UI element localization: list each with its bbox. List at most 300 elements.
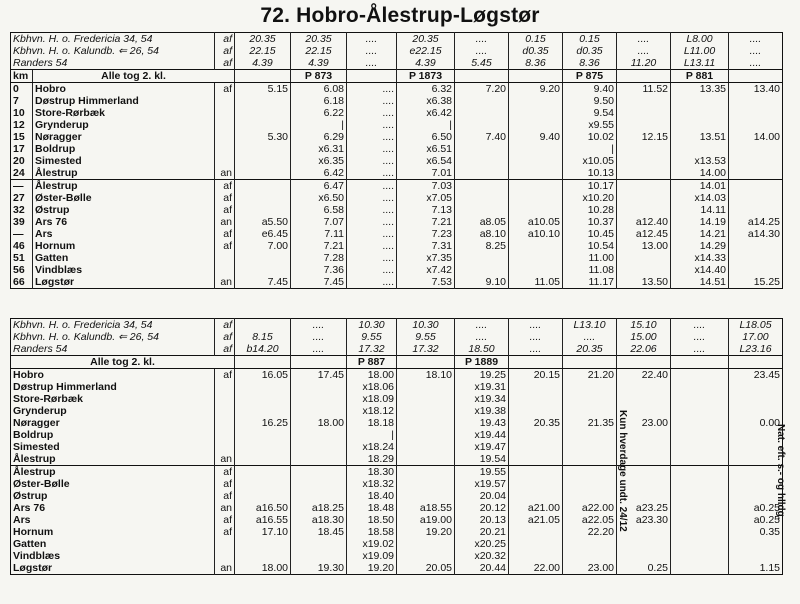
station-row (11, 276, 783, 289)
time-cell (729, 204, 783, 216)
time-cell: a8.10 (455, 228, 509, 240)
time-cell: .... (455, 319, 509, 332)
time-cell (563, 490, 617, 502)
time-cell: 18.50 (455, 343, 509, 356)
km-value: 7 (13, 95, 19, 107)
time-cell (729, 143, 783, 155)
time-cell: .... (729, 33, 783, 46)
af-an-marker (215, 441, 235, 453)
time-cell: .... (347, 119, 397, 131)
km-value: 32 (13, 204, 25, 216)
time-cell: 7.00 (235, 240, 291, 252)
time-cell: 22.40 (617, 369, 671, 382)
time-cell: .... (509, 343, 563, 356)
time-cell (455, 180, 509, 193)
time-cell (729, 180, 783, 193)
time-cell (671, 393, 729, 405)
time-cell: 14.01 (671, 180, 729, 193)
connection-label: Kbhvn. H. o. Fredericia 34, 54 (13, 33, 153, 45)
time-cell: 7.23 (397, 228, 455, 240)
station-name: Hobro (13, 369, 44, 381)
train-number (729, 70, 783, 83)
time-cell (235, 538, 291, 550)
station-row (11, 167, 783, 180)
time-cell (509, 107, 563, 119)
time-cell (235, 119, 291, 131)
time-cell: x14.40 (671, 264, 729, 276)
time-cell (729, 95, 783, 107)
time-cell (455, 167, 509, 180)
time-cell (509, 538, 563, 550)
station-name: Hobro (33, 83, 215, 96)
af-an-marker: af (215, 319, 235, 332)
time-cell: a22.05 (563, 514, 617, 526)
time-cell: 0.00 (729, 417, 783, 429)
time-cell: .... (347, 228, 397, 240)
time-cell: .... (509, 331, 563, 343)
time-cell: 6.22 (291, 107, 347, 119)
time-cell: 17.00 (729, 331, 783, 343)
time-cell: d0.35 (563, 45, 617, 57)
time-cell: 15.25 (729, 276, 783, 289)
night-note: Nat. eft. s.- og hlldg. (775, 424, 786, 520)
time-cell (671, 143, 729, 155)
time-cell (235, 381, 291, 393)
connection-row (11, 57, 783, 70)
time-cell: x10.20 (563, 192, 617, 204)
time-cell: 20.35 (235, 33, 291, 46)
time-cell: 7.40 (455, 131, 509, 143)
time-cell (563, 441, 617, 453)
time-cell: x20.32 (455, 550, 509, 562)
time-cell: 10.37 (563, 216, 617, 228)
time-cell (729, 252, 783, 264)
af-an-marker (215, 538, 235, 550)
time-cell: 19.25 (455, 369, 509, 382)
train-number (729, 356, 783, 369)
time-cell (563, 429, 617, 441)
time-cell: .... (347, 192, 397, 204)
time-cell: x18.32 (347, 478, 397, 490)
time-cell (291, 478, 347, 490)
time-cell: 22.00 (509, 562, 563, 575)
time-cell (729, 167, 783, 180)
time-cell: a21.00 (509, 502, 563, 514)
time-cell (671, 441, 729, 453)
time-cell: a21.05 (509, 514, 563, 526)
time-cell: 20.15 (509, 369, 563, 382)
af-an-marker (215, 550, 235, 562)
time-cell (671, 417, 729, 429)
timetable-lower (10, 318, 783, 575)
time-cell (509, 119, 563, 131)
time-cell: 9.54 (563, 107, 617, 119)
station-name: Ars (33, 228, 215, 240)
time-cell (397, 550, 455, 562)
time-cell (509, 264, 563, 276)
time-cell (291, 490, 347, 502)
km-value: 56 (13, 264, 25, 276)
time-cell (235, 405, 291, 417)
time-cell: 9.10 (455, 276, 509, 289)
time-cell: 13.40 (729, 83, 783, 96)
time-cell: 7.21 (291, 240, 347, 252)
time-cell: 6.42 (291, 167, 347, 180)
time-cell: 4.39 (291, 57, 347, 70)
time-cell: x13.53 (671, 155, 729, 167)
time-cell: 19.43 (455, 417, 509, 429)
af-an-marker: af (215, 204, 235, 216)
station-name: Løgstør (33, 276, 215, 289)
time-cell: L13.11 (671, 57, 729, 70)
time-cell: a18.55 (397, 502, 455, 514)
time-cell: a5.50 (235, 216, 291, 228)
time-cell: 8.36 (509, 57, 563, 70)
time-cell (455, 95, 509, 107)
time-cell: 10.13 (563, 167, 617, 180)
time-cell (617, 95, 671, 107)
time-cell (235, 466, 291, 479)
time-cell (509, 155, 563, 167)
station-row (11, 429, 783, 441)
time-cell: b14.20 (235, 343, 291, 356)
km-value: — (11, 180, 33, 193)
time-cell (235, 252, 291, 264)
train-number: P 887 (347, 356, 397, 369)
time-cell: | (563, 143, 617, 155)
time-cell (509, 429, 563, 441)
connection-label: Randers 54 (13, 57, 68, 69)
time-cell (509, 252, 563, 264)
time-cell: 20.35 (509, 417, 563, 429)
time-cell: 16.05 (235, 369, 291, 382)
af-an-marker: af (215, 180, 235, 193)
af-an-marker: af (215, 478, 235, 490)
station-name: Hornum (13, 526, 54, 538)
time-cell (617, 252, 671, 264)
time-cell: .... (617, 33, 671, 46)
af-an-marker (215, 405, 235, 417)
time-cell: .... (347, 57, 397, 70)
time-cell (235, 143, 291, 155)
time-cell (671, 466, 729, 479)
af-an-marker (215, 131, 235, 143)
time-cell: 7.45 (235, 276, 291, 289)
time-cell: a23.30 (617, 514, 671, 526)
time-cell: 19.30 (291, 562, 347, 575)
time-cell: x20.25 (455, 538, 509, 550)
header-row (11, 356, 783, 369)
time-cell (455, 155, 509, 167)
time-cell: .... (347, 95, 397, 107)
train-number (563, 356, 617, 369)
time-cell: x7.35 (397, 252, 455, 264)
time-cell: .... (291, 343, 347, 356)
time-cell: 5.30 (235, 131, 291, 143)
station-name: Døstrup Himmerland (33, 95, 215, 107)
station-name: Store-Rørbæk (33, 107, 215, 119)
time-cell: x19.38 (455, 405, 509, 417)
af-an-marker: af (215, 57, 235, 70)
time-cell (563, 453, 617, 466)
time-cell (509, 453, 563, 466)
connection-label: Kbhvn. H. o. Fredericia 34, 54 (13, 319, 153, 331)
time-cell: 18.48 (347, 502, 397, 514)
time-cell (729, 550, 783, 562)
km-value: 17 (13, 143, 25, 155)
time-cell: 7.45 (291, 276, 347, 289)
af-an-marker: af (215, 490, 235, 502)
time-cell: .... (347, 216, 397, 228)
time-cell: 18.00 (291, 417, 347, 429)
time-cell (671, 95, 729, 107)
time-cell: .... (347, 180, 397, 193)
time-cell (617, 155, 671, 167)
af-an-marker (215, 95, 235, 107)
class-label: Alle tog 2. kl. (11, 356, 235, 369)
af-an-marker: an (215, 453, 235, 466)
time-cell: 13.51 (671, 131, 729, 143)
train-number: P 873 (291, 70, 347, 83)
station-name: Boldrup (13, 429, 54, 441)
time-cell: 9.50 (563, 95, 617, 107)
time-cell: a18.25 (291, 502, 347, 514)
time-cell: .... (455, 33, 509, 46)
time-cell: .... (347, 204, 397, 216)
header-row (11, 70, 783, 83)
af-an-marker (215, 252, 235, 264)
time-cell (729, 192, 783, 204)
connection-label: Kbhvn. H. o. Kalundb. ⇐ 26, 54 (13, 45, 159, 57)
station-row (11, 180, 783, 193)
time-cell: .... (291, 331, 347, 343)
time-cell: 18.00 (347, 369, 397, 382)
time-cell: 9.55 (397, 331, 455, 343)
station-name: Simested (13, 441, 60, 453)
station-row (11, 107, 783, 119)
station-row (11, 192, 783, 204)
time-cell (235, 204, 291, 216)
time-cell (509, 143, 563, 155)
km-header: km (11, 70, 33, 83)
time-cell: 10.30 (347, 319, 397, 332)
time-cell: 7.07 (291, 216, 347, 228)
time-cell: 6.08 (291, 83, 347, 96)
time-cell (235, 319, 291, 332)
time-cell: 22.20 (563, 526, 617, 538)
station-name: Nøragger (33, 131, 215, 143)
time-cell: 6.47 (291, 180, 347, 193)
time-cell: 22.06 (617, 343, 671, 356)
time-cell (397, 478, 455, 490)
time-cell (563, 393, 617, 405)
time-cell: 7.01 (397, 167, 455, 180)
time-cell (729, 393, 783, 405)
time-cell: 8.15 (235, 331, 291, 343)
time-cell: 22.15 (291, 45, 347, 57)
station-name: Vindblæs (13, 550, 61, 562)
time-cell: .... (347, 240, 397, 252)
time-cell: .... (347, 33, 397, 46)
time-cell: 7.21 (397, 216, 455, 228)
km-value: 20 (13, 155, 25, 167)
train-number: P 1873 (397, 70, 455, 83)
station-row (11, 526, 783, 538)
time-cell: .... (347, 143, 397, 155)
time-cell: 5.15 (235, 83, 291, 96)
time-cell: a16.55 (235, 514, 291, 526)
time-cell: 11.52 (617, 83, 671, 96)
time-cell (235, 441, 291, 453)
time-cell (397, 429, 455, 441)
time-cell: x6.38 (397, 95, 455, 107)
station-name: Øster-Bølle (13, 478, 70, 490)
time-cell (291, 466, 347, 479)
time-cell (509, 550, 563, 562)
time-cell: 11.17 (563, 276, 617, 289)
time-cell (563, 381, 617, 393)
train-number: P 1889 (455, 356, 509, 369)
time-cell (509, 180, 563, 193)
af-an-marker (215, 119, 235, 131)
af-an-marker (215, 264, 235, 276)
time-cell: 23.00 (617, 417, 671, 429)
time-cell: .... (347, 83, 397, 96)
af-an-marker (215, 155, 235, 167)
time-cell (509, 466, 563, 479)
time-cell: a0.25 (729, 514, 783, 526)
time-cell: 7.31 (397, 240, 455, 252)
time-cell (509, 240, 563, 252)
time-cell (235, 264, 291, 276)
time-cell: 22.15 (235, 45, 291, 57)
time-cell (235, 490, 291, 502)
station-row (11, 216, 783, 228)
time-cell (235, 550, 291, 562)
station-row (11, 95, 783, 107)
time-cell: | (291, 119, 347, 131)
time-cell (455, 143, 509, 155)
time-cell: 17.45 (291, 369, 347, 382)
time-cell (291, 538, 347, 550)
time-cell (455, 107, 509, 119)
time-cell: 7.53 (397, 276, 455, 289)
train-number: P 875 (563, 70, 617, 83)
time-cell (671, 538, 729, 550)
station-name: Boldrup (33, 143, 215, 155)
station-row (11, 264, 783, 276)
time-cell (455, 264, 509, 276)
time-cell (671, 550, 729, 562)
time-cell (729, 381, 783, 393)
time-cell (397, 381, 455, 393)
train-number (617, 356, 671, 369)
time-cell (729, 107, 783, 119)
af-an-marker: af (215, 33, 235, 46)
train-number (671, 356, 729, 369)
time-cell: 18.29 (347, 453, 397, 466)
time-cell (671, 502, 729, 514)
time-cell: x18.12 (347, 405, 397, 417)
time-cell: x14.03 (671, 192, 729, 204)
time-cell (235, 180, 291, 193)
time-cell (617, 107, 671, 119)
time-cell: 0.35 (729, 526, 783, 538)
time-cell: a12.40 (617, 216, 671, 228)
time-cell: x6.51 (397, 143, 455, 155)
station-row (11, 119, 783, 131)
time-cell: x19.57 (455, 478, 509, 490)
time-cell: 10.17 (563, 180, 617, 193)
time-cell (617, 393, 671, 405)
time-cell (563, 466, 617, 479)
time-cell: 20.04 (455, 490, 509, 502)
time-cell (617, 143, 671, 155)
af-an-marker: an (215, 502, 235, 514)
time-cell: .... (347, 167, 397, 180)
time-cell: 15.10 (617, 319, 671, 332)
time-cell: 14.11 (671, 204, 729, 216)
time-cell: 19.20 (347, 562, 397, 575)
time-cell: a16.50 (235, 502, 291, 514)
time-cell: 6.32 (397, 83, 455, 96)
page-title: 72. Hobro-Ålestrup-Løgstør (260, 4, 540, 27)
time-cell (509, 381, 563, 393)
time-cell: 5.45 (455, 57, 509, 70)
station-row (11, 478, 783, 490)
time-cell: e22.15 (397, 45, 455, 57)
af-an-marker (215, 381, 235, 393)
af-an-marker: af (215, 45, 235, 57)
time-cell (291, 453, 347, 466)
time-cell: 20.13 (455, 514, 509, 526)
time-cell: x7.42 (397, 264, 455, 276)
time-cell (235, 478, 291, 490)
time-cell: 4.39 (235, 57, 291, 70)
train-number (347, 70, 397, 83)
time-cell: .... (347, 131, 397, 143)
time-cell (509, 204, 563, 216)
station-name: Vindblæs (33, 264, 215, 276)
time-cell: x19.02 (347, 538, 397, 550)
time-cell: a12.45 (617, 228, 671, 240)
time-cell (235, 192, 291, 204)
station-name: Gatten (33, 252, 215, 264)
time-cell: 10.45 (563, 228, 617, 240)
time-cell: .... (347, 276, 397, 289)
time-cell: .... (671, 319, 729, 332)
station-name: Store-Rørbæk (13, 393, 84, 405)
connection-row (11, 33, 783, 46)
station-name: Gatten (13, 538, 47, 550)
time-cell (235, 107, 291, 119)
time-cell: 19.54 (455, 453, 509, 466)
time-cell: a22.00 (563, 502, 617, 514)
time-cell: 18.10 (397, 369, 455, 382)
station-row (11, 252, 783, 264)
time-cell: x19.44 (455, 429, 509, 441)
time-cell: x19.47 (455, 441, 509, 453)
time-cell: 7.28 (291, 252, 347, 264)
time-cell: 10.30 (397, 319, 455, 332)
time-cell (617, 550, 671, 562)
timetable-upper (10, 32, 783, 289)
time-cell: 1.15 (729, 562, 783, 575)
time-cell: 6.18 (291, 95, 347, 107)
station-row (11, 155, 783, 167)
connection-label: Kbhvn. H. o. Kalundb. ⇐ 26, 54 (13, 331, 159, 343)
time-cell: x9.55 (563, 119, 617, 131)
